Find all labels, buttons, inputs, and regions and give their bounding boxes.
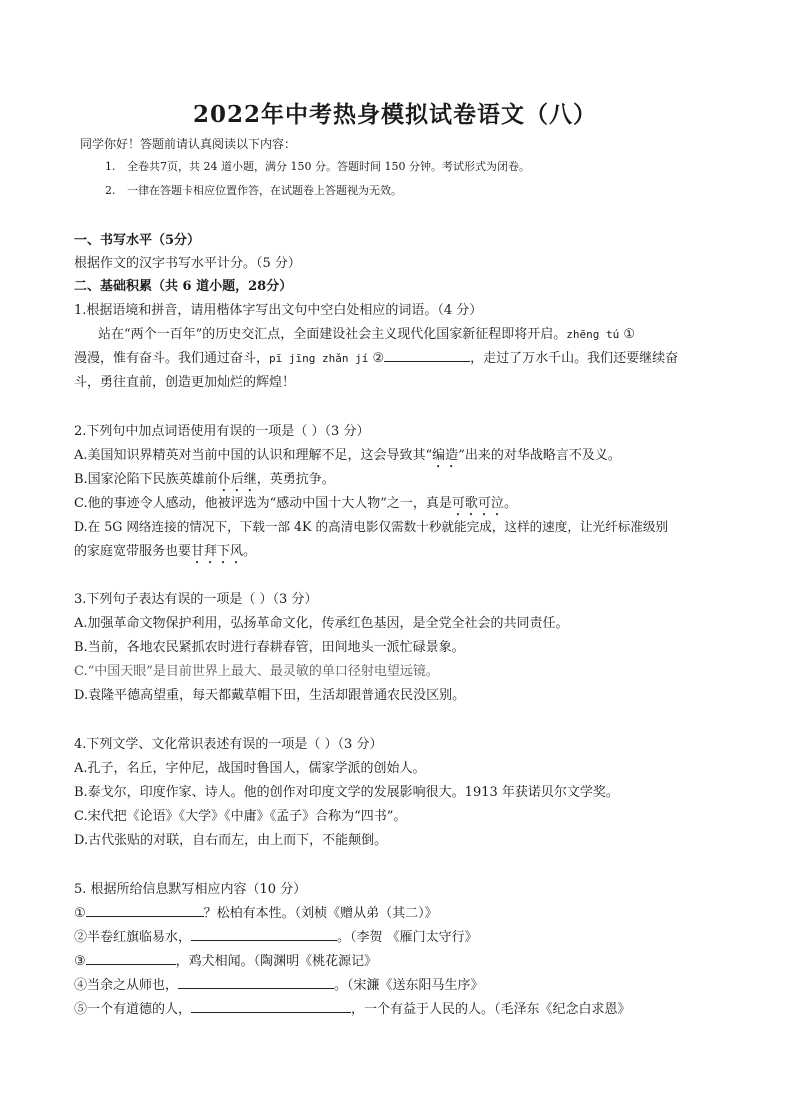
recite-text: ，鸡犬相闻。（陶渊明《桃花源记》 [175,954,378,969]
option-a: A.加强革命文物保护利用，弘扬革命文化，传承红色基因，是全党全社会的共同责任。 [74,616,569,631]
option-a [74,444,621,471]
recite-line [74,902,438,921]
option-text: B.国家沦陷下民族英雄前 [74,472,218,487]
dotted-word: 编造 [432,448,459,463]
option-text: ，英勇抗争。 [256,472,335,487]
option-b: B.泰戈尔，印度作家、诗人。他的创作对印度文学的发展影响很大。1913 年获诺贝尔文学奖。 [74,785,619,800]
section-heading: 一、书写水平（5分） [74,233,201,248]
option-a: A.孔子，名丘，字仲尼，战国时鲁国人，儒家学派的创始人。 [74,761,426,776]
recite-text: ④当余之从师也， [74,978,179,993]
answer-blank[interactable] [191,1000,351,1013]
recite-text: ① [74,906,86,921]
question-stem: 4.下列文学、文化常识表述有误的一项是（ ）（3 分） [74,737,383,752]
answer-blank[interactable] [384,349,470,362]
recite-line [74,974,484,993]
pinyin: pī jīng zhǎn jí [269,352,369,365]
recite-text: ③ [74,954,86,969]
notice-item [105,158,530,174]
question-stem: 2.下列句中加点词语使用有误的一项是（ ）（3 分） [74,424,370,439]
page-title: 2022年中考热身模拟试卷语文（八） [192,101,597,128]
option-d: D.古代张贴的对联，自右而左，由上而下，不能颠倒。 [74,833,388,848]
answer-blank[interactable] [86,904,204,917]
question-text-line [98,323,635,342]
passage-text: ，走过了万水千山。我们还要继续奋 [470,351,679,366]
question-stem: 1.根据语境和拼音，请用楷体字写出文句中空白处相应的词语。（4 分） [74,303,483,318]
question-text-line: 斗，勇往直前，创造更加灿烂的辉煌！ [74,375,296,390]
dotted-word: 甘拜下风 [191,544,244,559]
pinyin: zhēng tú [566,328,620,341]
recite-text: ⑤一个有道德的人， [74,1002,192,1017]
option-text: 。 [503,496,517,511]
blank-marker: ① [623,327,636,342]
notice-heading: 同学你好！答题前请认真阅读以下内容： [80,137,297,151]
answer-blank[interactable] [178,976,334,989]
recite-line [74,950,377,969]
recite-text: 。（宋濂《送东阳马生序》 [334,978,484,993]
passage-text: 漫漫，惟有奋斗。我们通过奋斗， [74,351,270,366]
notice-item-text: 一律在答题卡相应位置作答，在试题卷上答题视为无效。 [127,184,402,197]
option-d-continued [74,540,256,567]
recite-text: ？松柏有本性。（刘桢《赠从弟（其二）》 [203,906,438,921]
option-text: D.在 5G 网络连接的情况下，下载一部 4K 的高清电影仅需数十秒就能完成，这样的速度，让光纤标准级别 [74,519,669,534]
option-c [74,492,517,519]
option-text: 。 [243,544,257,559]
option-d: D.袁隆平德高望重，每天都戴草帽下田，生活却跟普通农民没区别。 [74,688,466,703]
notice-item-number: 2. [105,184,116,197]
option-text: C.他的事迹令人感动，他被评选为“感动中国十大人物”之一，真是 [74,496,452,511]
question-stem: 3.下列句子表达有误的一项是（ ）（3 分） [74,592,318,607]
blank-marker: ② [372,351,385,366]
section-text: 根据作文的汉字书写水平计分。（5 分） [74,256,301,271]
passage-text: 站在“两个一百年”的历史交汇点，全面建设社会主义现代化国家新征程即将开启。 [98,327,567,342]
recite-text: 。（李贺 《雁门太守行》 [337,930,478,945]
notice-item-number: 1. [105,160,116,173]
option-c: C.宋代把《论语》《大学》《中庸》《孟子》合称为“四书”。 [74,809,407,824]
notice-item [105,182,402,198]
option-d [74,516,668,535]
section-heading: 二、基础积累（共 6 道小题，28分） [74,279,293,294]
recite-line [74,998,631,1017]
dotted-word: 仆后继 [217,472,257,487]
answer-blank[interactable] [86,952,176,965]
recite-text: ②半卷红旗临易水， [74,930,192,945]
option-text: ”出来的对华战略言不及义。 [458,448,621,463]
answer-blank[interactable] [191,928,337,941]
option-c: C.“中国天眼”是目前世界上最大、最灵敏的单口径射电望远镜。 [74,664,439,679]
option-text: A.美国知识界精英对当前中国的认识和理解不足，这会导致其“ [74,448,433,463]
dotted-word: 可歌可泣 [451,496,504,511]
recite-line [74,926,478,945]
option-text: 的家庭宽带服务也要 [74,544,192,559]
option-b: B.当前，各地农民紧抓农时进行春耕春管，田间地头一派忙碌景象。 [74,640,465,655]
notice-item-text: 全卷共7页，共 24 道小题，满分 150 分。答题时间 150 分钟。考试形式为闭卷。 [127,160,530,173]
question-stem: 5. 根据所给信息默写相应内容（10 分） [74,882,307,897]
option-b [74,468,335,495]
recite-text: ，一个有益于人民的人。（毛泽东《纪念白求恩》 [351,1002,631,1017]
question-text-line [74,347,678,366]
